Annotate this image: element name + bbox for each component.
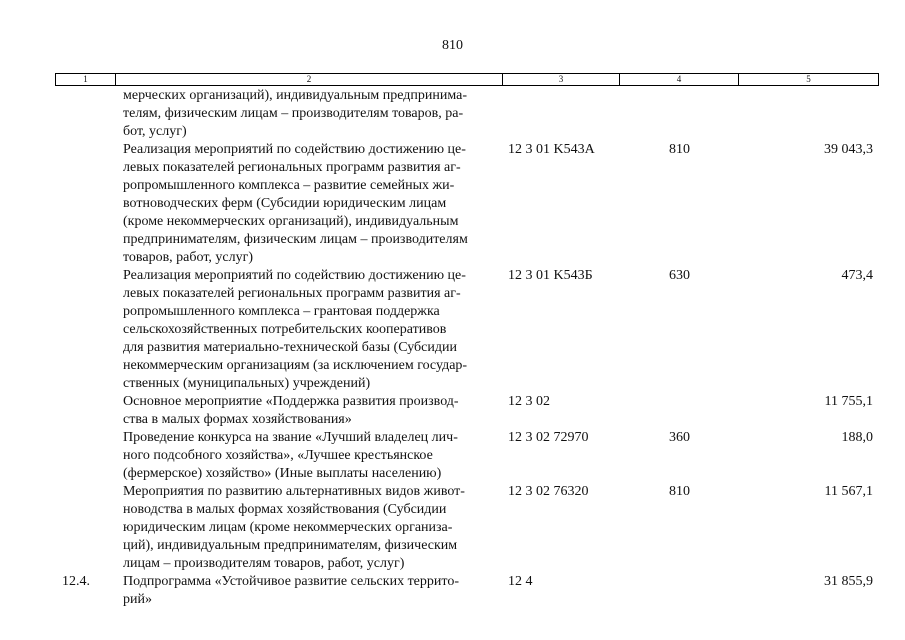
row-expense-type: 630: [669, 268, 690, 283]
row-amount: 39 043,3: [824, 142, 873, 157]
row-code: 12 3 02 76320: [508, 484, 589, 499]
row-description: Проведение конкурса на звание «Лучший владелец лич- ного подсобного хозяйства», «Лучшее крестьянское (фермерское) хозяйство» (Иные выплаты населению): [123, 430, 458, 481]
row-description: Реализация мероприятий по содействию достижению це- левых показателей региональных программ развития аг- ропромышленного комплекса – грантовая поддержка сельскохозяйственных потребительских кооперативов для развития материально-технической базы (Субсидии некоммерческим организациям (за исключением государ- ственных (муниципальных) учреждений): [123, 268, 468, 391]
row-code: 12 4: [508, 574, 533, 589]
budget-table: [55, 73, 879, 609]
row-expense-type: 810: [669, 484, 690, 499]
row-amount: 188,0: [841, 430, 873, 445]
row-amount: 11 567,1: [824, 484, 873, 499]
row-expense-type: 810: [669, 142, 690, 157]
table-row: [55, 573, 879, 609]
row-description: Основное мероприятие «Поддержка развития производ- ства в малых формах хозяйствования»: [123, 394, 459, 427]
table-row: [55, 267, 879, 393]
row-amount: 11 755,1: [824, 394, 873, 409]
row-description: Подпрограмма «Устойчивое развитие сельских террито- рий»: [123, 574, 459, 607]
row-code: 12 3 01 K543Б: [508, 268, 593, 283]
table-row: [55, 483, 879, 573]
row-code: 12 3 02 72970: [508, 430, 589, 445]
row-code: 12 3 01 K543A: [508, 142, 595, 157]
table-body: [55, 86, 879, 609]
row-expense-type: 360: [669, 430, 690, 445]
table-header: [55, 73, 879, 86]
row-number: 12.4.: [62, 574, 90, 589]
row-description: мерческих организаций), индивидуальным предпринима- телям, физическим лицам – производителям товаров, ра- бот, услуг): [123, 88, 468, 139]
column-header-4: 4: [620, 74, 739, 85]
table-row: [55, 429, 879, 483]
row-code: 12 3 02: [508, 394, 550, 409]
table-row: [55, 393, 879, 429]
page-number: 810: [442, 38, 463, 53]
row-description: Мероприятия по развитию альтернативных видов живот- новодства в малых формах хозяйствования (Субсидии юридическим лицам (кроме некоммерческих организа- ций), индивидуальным предпринимателям, физическим лицам – производителям товаров, работ, услуг): [123, 484, 465, 571]
column-header-1: 1: [56, 74, 116, 85]
table-row: [55, 141, 879, 267]
column-header-2: 2: [116, 74, 503, 85]
column-header-3: 3: [503, 74, 620, 85]
row-description: Реализация мероприятий по содействию достижению це- левых показателей региональных программ развития аг- ропромышленного комплекса – развитие семейных жи- вотноводческих ферм (Субсидии юридическим лицам (кроме некоммерческих организаций), индивидуальным предпринимателям, физическим лицам – производителям товаров, работ, услуг): [123, 142, 468, 265]
table-row: [55, 87, 879, 141]
row-amount: 31 855,9: [824, 574, 873, 589]
column-header-5: 5: [806, 74, 811, 84]
row-amount: 473,4: [841, 268, 873, 283]
